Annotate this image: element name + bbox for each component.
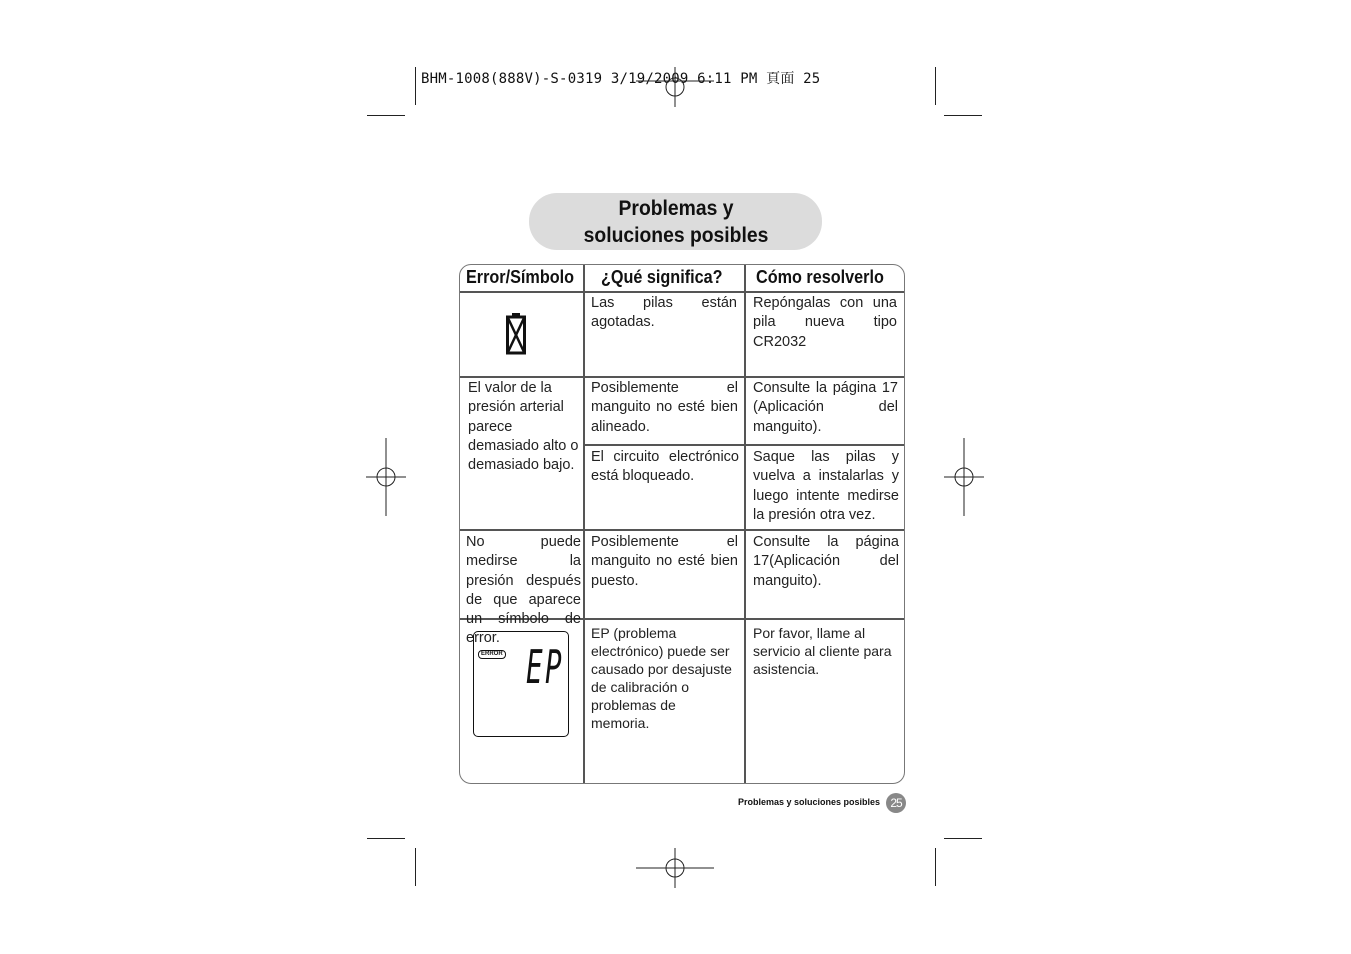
table-cell-solution: Consulte la página 17 (Aplicación del manguito). [753, 380, 898, 435]
column-header-error: Error/Símbolo [466, 267, 575, 287]
table-cell-meaning: Posiblemente el manguito no esté bien puesto. [591, 534, 738, 589]
table-cell-error: No puede medirse la presión después de que aparece un símbolo de error. [466, 534, 581, 647]
crop-mark [415, 67, 416, 105]
page-title-text: Problemas y soluciones posibles [583, 196, 768, 247]
table-divider [460, 291, 904, 293]
crop-mark [935, 67, 936, 105]
registration-mark-icon [636, 848, 714, 888]
lcd-display [473, 631, 569, 737]
table-divider [744, 265, 746, 783]
table-divider [460, 529, 904, 531]
table-divider [460, 376, 904, 378]
column-header-solution: Cómo resolverlo [756, 267, 884, 287]
crop-mark [415, 848, 416, 886]
footer-section-title: Problemas y soluciones posibles [737, 797, 880, 807]
crop-mark [367, 115, 405, 116]
table-cell-meaning: Las pilas están agotadas. [591, 295, 737, 331]
registration-mark-icon [636, 67, 714, 107]
print-slug: BHM-1008(888V)-S-0319 3/19/2009 6:11 PM 頁面 25 [421, 71, 821, 87]
crop-mark [944, 838, 982, 839]
table-cell-error: El valor de la presión arterial parece demasiado alto o demasiado bajo. [468, 380, 579, 474]
crop-mark [367, 838, 405, 839]
battery-empty-icon [505, 312, 527, 356]
table-cell-solution: Repóngalas con una pila nueva tipo CR2032 [753, 295, 897, 350]
registration-mark-icon [366, 438, 406, 516]
lcd-error-code: EP [526, 640, 565, 694]
page-title [529, 193, 822, 250]
crop-mark [935, 848, 936, 886]
table-cell-solution: Saque las pilas y vuelva a instalarlas y luego intente medirse la presión otra vez. [753, 449, 899, 523]
table-divider [583, 265, 585, 783]
lcd-error-badge: ERROR [478, 650, 506, 659]
table-cell-meaning: El circuito electrónico está bloqueado. [591, 449, 739, 485]
column-header-meaning: ¿Qué significa? [601, 267, 723, 287]
page-number: 25 [886, 793, 906, 813]
registration-mark-icon [944, 438, 984, 516]
table-cell-solution: Por favor, llame al servicio al cliente para asistencia. [753, 625, 892, 677]
table-cell-meaning: Posiblemente el manguito no esté bien alineado. [591, 380, 738, 435]
table-cell-meaning: EP (problema electrónico) puede ser causado por desajuste de calibración o problemas de memoria. [591, 625, 732, 731]
table-cell-solution: Consulte la página 17(Aplicación del manguito). [753, 534, 899, 589]
crop-mark [944, 115, 982, 116]
